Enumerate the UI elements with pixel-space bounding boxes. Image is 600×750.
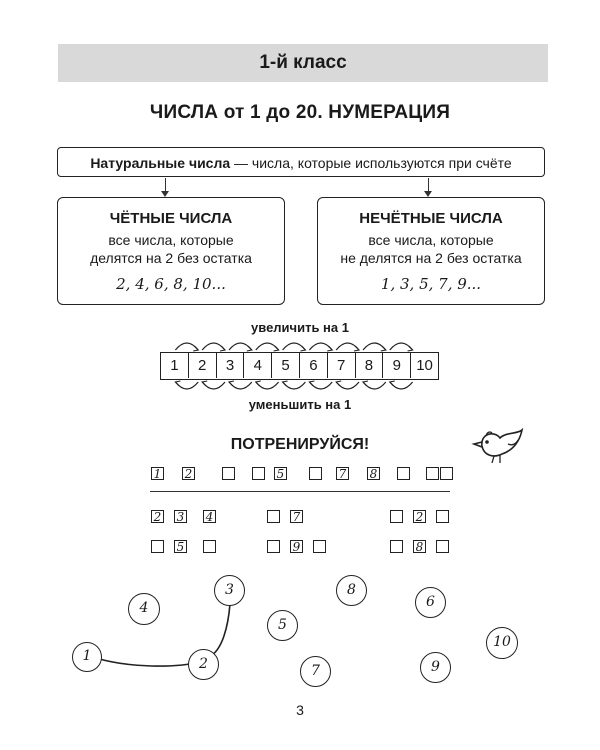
odd-desc-line2: не делятся на 2 без остатка (340, 250, 522, 266)
definition-term: Натуральные числа (90, 155, 231, 171)
practice-box[interactable]: 2 (413, 510, 426, 523)
number-line-cell: 5 (272, 353, 300, 378)
number-circle[interactable]: 7 (300, 656, 331, 687)
practice-box[interactable]: 9 (290, 540, 303, 553)
practice-box[interactable]: 7 (290, 510, 303, 523)
grade-label: 1-й класс (259, 52, 347, 73)
even-desc-line1: все числа, которые (108, 232, 234, 248)
practice-box[interactable]: 1 (151, 467, 164, 480)
even-title: ЧЁТНЫЕ ЧИСЛА (109, 210, 233, 227)
practice-box[interactable]: 5 (274, 467, 287, 480)
odd-example: 1, 3, 5, 7, 9... (380, 275, 482, 293)
even-example: 2, 4, 6, 8, 10... (116, 275, 226, 293)
number-circle[interactable]: 4 (128, 593, 160, 625)
number-line-cell: 6 (300, 353, 328, 378)
page-title: ЧИСЛА от 1 до 20. НУМЕРАЦИЯ (149, 102, 451, 123)
number-circle[interactable]: 2 (188, 649, 219, 680)
number-circle[interactable]: 3 (214, 575, 245, 606)
number-line-cell: 7 (328, 353, 356, 378)
practice-box[interactable]: 8 (413, 540, 426, 553)
definition-text: — числа, которые используются при счёте (230, 155, 512, 171)
practice-title: ПОТРЕНИРУЙСЯ! (230, 436, 370, 453)
number-line-cell: 4 (244, 353, 272, 378)
practice-box[interactable]: 4 (203, 510, 216, 523)
number-line-cell: 9 (383, 353, 411, 378)
number-line-cell: 3 (217, 353, 245, 378)
number-line-cell: 8 (356, 353, 384, 378)
practice-box[interactable]: 8 (367, 467, 380, 480)
number-line-cell: 2 (189, 353, 217, 378)
odd-title: НЕЧЁТНЫЕ ЧИСЛА (359, 210, 503, 227)
number-circle[interactable]: 8 (336, 575, 367, 606)
practice-box[interactable]: 2 (182, 467, 195, 480)
number-line-cell: 1 (161, 353, 189, 378)
practice-box[interactable]: 2 (151, 510, 164, 523)
odd-desc-line1: все числа, которые (368, 232, 494, 248)
practice-box[interactable]: 5 (174, 540, 187, 553)
practice-box[interactable]: 3 (174, 510, 187, 523)
number-circle[interactable]: 6 (415, 587, 446, 618)
number-circle[interactable]: 5 (267, 610, 298, 641)
decrease-caption: уменьшить на 1 (248, 397, 352, 412)
practice-box[interactable]: 7 (336, 467, 349, 480)
increase-caption: увеличить на 1 (251, 320, 349, 335)
number-circle[interactable]: 10 (486, 627, 518, 659)
even-desc-line2: делятся на 2 без остатка (90, 250, 252, 266)
number-line-cell: 10 (416, 357, 433, 374)
page-number: 3 (296, 702, 304, 718)
number-circle[interactable]: 1 (72, 642, 102, 672)
number-circle[interactable]: 9 (420, 652, 451, 683)
